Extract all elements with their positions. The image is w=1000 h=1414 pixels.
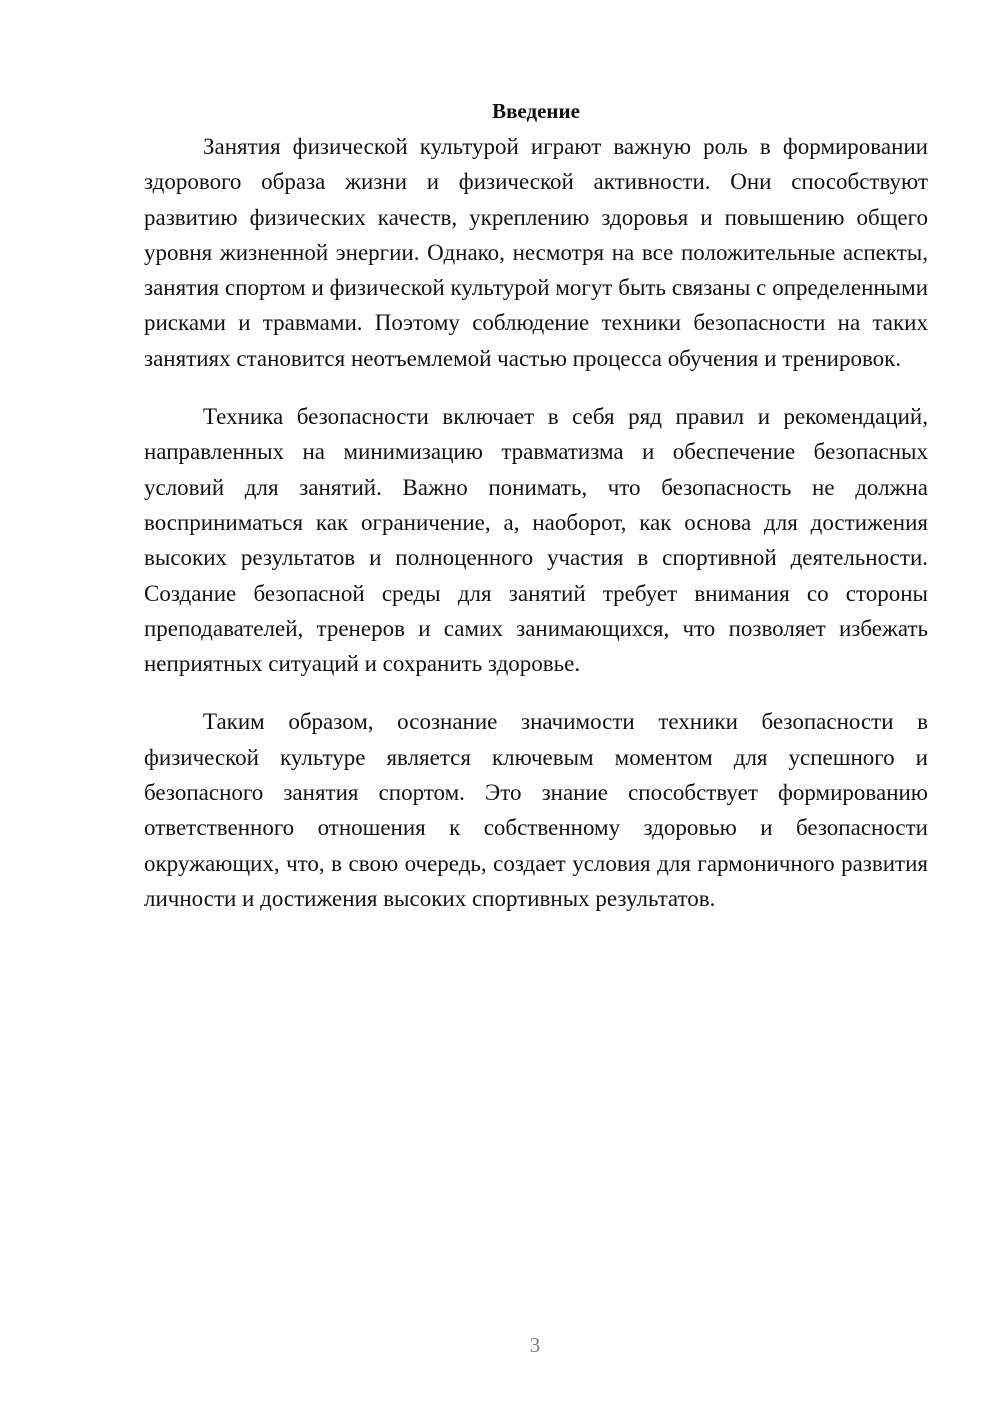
paragraph-1: Занятия физической культурой играют важную роль в формировании здорового образа жизни и физической активности. Они способствуют развитию физических качеств, укреплению здоровья и повышению общего уровня жизненной энергии. Однако, несмотря на все положительные аспекты, занятия спортом и физической культурой могут быть связаны с определенными рисками и травмами. Поэтому соблюдение техники безопасности на таких занятиях становится неотъемлемой частью процесса обучения и тренировок. [144, 134, 928, 371]
page-number: 3 [529, 1333, 541, 1357]
document-body [144, 96, 928, 939]
paragraph-3: Таким образом, осознание значимости техники безопасности в физической культуре является ключевым моментом для успешного и безопасного занятия спортом. Это знание способствует формированию ответственного отношения к собственному здоровью и безопасности окружающих, что, в свою очередь, создает условия для гармоничного развития личности и достижения высоких спортивных результатов. [144, 709, 928, 911]
paragraph-2: Техника безопасности включает в себя ряд правил и рекомендаций, направленных на минимизацию травматизма и обеспечение безопасных условий для занятий. Важно понимать, что безопасность не должна восприниматься как ограничение, а, наоборот, как основа для достижения высоких результатов и полноценного участия в спортивной деятельности. Создание безопасной среды для занятий требует внимания со стороны преподавателей, тренеров и самих занимающихся, что позволяет избежать неприятных ситуаций и сохранить здоровье. [144, 404, 928, 677]
page-title: Введение [492, 99, 580, 123]
